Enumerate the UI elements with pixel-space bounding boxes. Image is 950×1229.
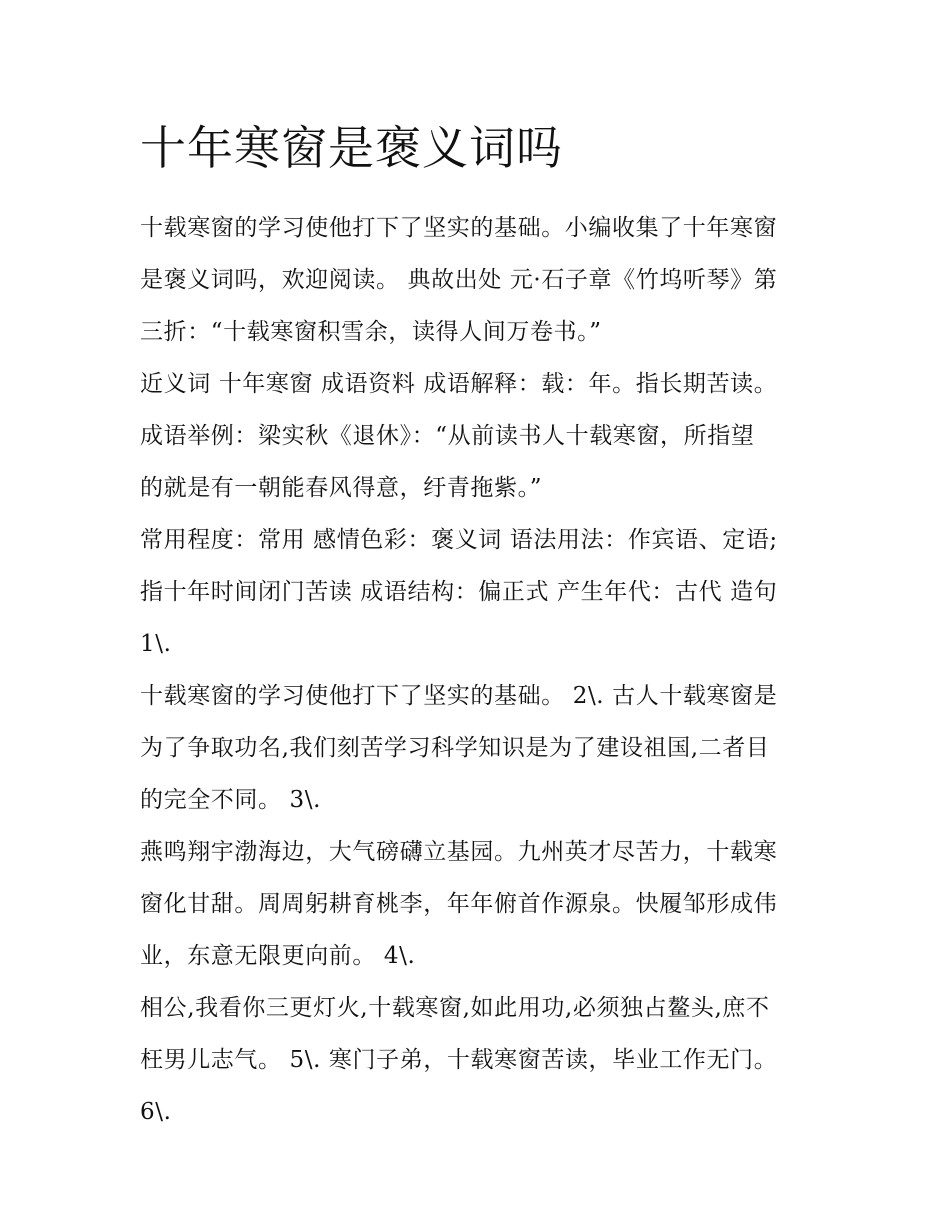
text-line: 十载寒窗的学习使他打下了坚实的基础。小编收集了十年寒窗 bbox=[140, 215, 778, 241]
paragraph-example-4-5 bbox=[140, 982, 820, 1138]
text-line: 1\. bbox=[140, 631, 172, 657]
text-line: 6\. bbox=[140, 1099, 172, 1125]
text-line: 成语举例：梁实秋《退休》：“从前读书人十载寒窗，所指望 bbox=[140, 423, 755, 449]
paragraph-synonyms bbox=[140, 358, 820, 514]
text-line: 相公,我看你三更灯火,十载寒窗,如此用功,必须独占鳌头,庶不 bbox=[140, 995, 770, 1021]
document-page bbox=[140, 116, 820, 1138]
paragraph-example-1-2 bbox=[140, 670, 820, 826]
text-line: 为了争取功名,我们刻苦学习科学知识是为了建设祖国,二者目 bbox=[140, 735, 770, 761]
paragraph-intro bbox=[140, 202, 820, 358]
text-line: 近义词 十年寒窗 成语资料 成语解释：载：年。指长期苦读。 bbox=[140, 371, 778, 397]
text-line: 业，东意无限更向前。 4\. bbox=[140, 943, 416, 969]
text-line: 燕鸣翔宇渤海边，大气磅礴立基园。九州英才尽苦力，十载寒 bbox=[140, 839, 778, 865]
paragraph-usage bbox=[140, 514, 820, 670]
text-line: 窗化甘甜。周周躬耕育桃李，年年俯首作源泉。快履邹形成伟 bbox=[140, 891, 778, 917]
text-line: 的完全不同。 3\. bbox=[140, 787, 322, 813]
page-title: 十年寒窗是褒义词吗 bbox=[140, 121, 563, 175]
text-line: 是褒义词吗，欢迎阅读。 典故出处 元·石子章《竹坞听琴》第 bbox=[140, 267, 778, 293]
text-line: 枉男儿志气。 5\. 寒门子弟，十载寒窗苦读，毕业工作无门。 bbox=[140, 1047, 778, 1073]
text-line: 三折：“十载寒窗积雪余，读得人间万卷书。” bbox=[140, 319, 602, 345]
text-line: 的就是有一朝能春风得意，纡青拖紫。” bbox=[140, 475, 543, 501]
text-line: 常用程度：常用 感情色彩：褒义词 语法用法：作宾语、定语; bbox=[140, 527, 778, 553]
text-line: 指十年时间闭门苦读 成语结构：偏正式 产生年代：古代 造句 bbox=[140, 579, 778, 605]
paragraph-example-3 bbox=[140, 826, 820, 982]
text-line: 十载寒窗的学习使他打下了坚实的基础。 2\. 古人十载寒窗是 bbox=[140, 683, 778, 709]
